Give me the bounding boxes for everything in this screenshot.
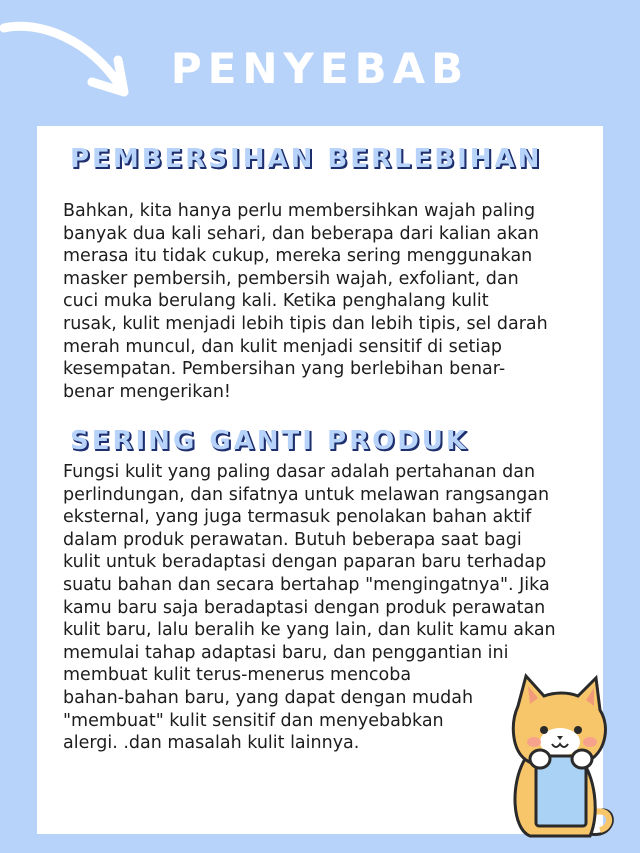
cat-holding-paper-icon	[440, 664, 640, 844]
section-body-over-cleansing: Bahkan, kita hanya perlu membersihkan wajah paling banyak dua kali sehari, dan beberapa dari kalian akan merasa itu tidak cukup, mereka sering menggunakan masker pembersih, pembersih wajah, exfoliant, dan cuci muka berulang kali. Ketika penghalang kulit rusak, kulit menjadi lebih tipis dan lebih tipis, sel darah merah muncul, dan kulit menjadi sensitif di setiap kesempatan. Pembersihan yang berlebihan benar- benar mengerikan!	[63, 201, 548, 402]
section-heading-over-cleansing: PEMBERSIHAN BERLEBIHAN	[70, 144, 543, 174]
section-heading-frequent-product-change: SERING GANTI PRODUK	[70, 426, 470, 456]
section-body-frequent-product-change: Fungsi kulit yang paling dasar adalah pertahanan dan perlindungan, dan sifatnya untuk melawan rangsangan eksternal, yang juga termasuk penolakan bahan aktif dalam produk perawatan. Butuh beberapa saat bagi kulit untuk beradaptasi dengan paparan baru terhadap suatu bahan dan secara bertahap "mengingatnya". Jika kamu baru saja beradaptasi dengan produk perawatan kulit baru, lalu beralih ke yang lain, dan kulit kamu akan memulai tahap adaptasi baru, dan penggantian ini membuat kulit terus-menerus mencoba bahan-bahan baru, yang dapat dengan mudah "membuat" kulit sensitif dan menyebabkan alergi. .dan masalah kulit lainnya.	[63, 462, 556, 754]
page-title: PENYEBAB	[170, 44, 470, 93]
